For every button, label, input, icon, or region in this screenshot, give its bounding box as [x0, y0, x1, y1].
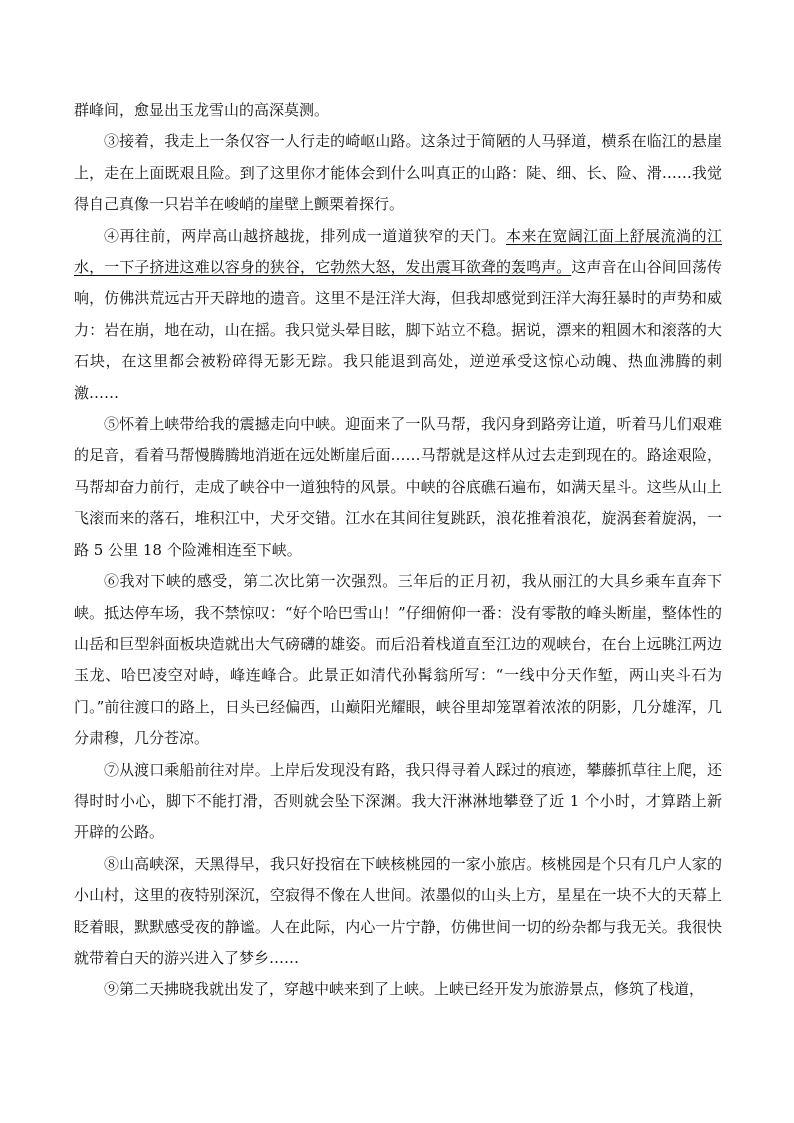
paragraph-4 [74, 221, 722, 409]
article-body [74, 95, 722, 1006]
paragraph-3: ③接着，我走上一条仅容一人行走的崎岖山路。这条过于简陋的人马驿道，横系在临江的悬崖上，走在上面既艰且险。到了这里你才能体会到什么叫真正的山路：陡、细、长、险、滑……我觉得自己真像一只岩羊在峻峭的崖壁上颤栗着探行。 [74, 132, 722, 214]
paragraph-4-rest: 这声音在山谷间回荡传响，仿佛洪荒远古开天辟地的遗音。这里不是汪洋大海，但我却感觉到汪洋大海狂暴时的声势和威力：岩在崩，地在动，山在摇。我只觉头晕目眩，脚下站立不稳。据说，漂来的粗圆木和滚落的大石块，在这里都会被粉碎得无影无踪。我只能退到高处，逆逆承受这惊心动魄、热血沸腾的刺激…… [74, 258, 722, 402]
paragraph-5: ⑤怀着上峡带给我的震撼走向中峡。迎面来了一队马帮，我闪身到路旁让道，听着马儿们艰难的足音，看着马帮慢腾腾地消逝在远处断崖后面……马帮就是这样从过去走到现在的。路途艰险，马帮却奋力前行，走成了峡谷中一道独特的风景。中峡的谷底礁石遍布，如满天星斗。这些从山上飞滚而来的落石，堆积江中，犬牙交错。江水在其间往复跳跃，浪花推着浪花，旋涡套着旋涡，一路 5 公里 18 个险滩相连至下峡。 [74, 415, 722, 559]
paragraph-4-lead: ④再往前，两岸高山越挤越拢，排列成一道道狭窄的天门。 [104, 226, 506, 245]
paragraph-continuation: 群峰间，愈显出玉龙雪山的高深莫测。 [74, 101, 330, 119]
underlined-sentence: 本来在宽阔江面上舒展流淌的江水，一下子挤进这难以容身的狭谷，它勃然大怒，发出震耳欲聋的轰鸣声。 [74, 226, 722, 277]
paragraph-6: ⑥我对下峡的感受，第二次比第一次强烈。三年后的正月初，我从丽江的大具乡乘车直奔下峡。抵达停车场，我不禁惊叹：“好个哈巴雪山！”仔细俯仰一番：没有零散的峰头断崖，整体性的山岳和巨型斜面板块造就出大气磅礴的雄姿。而后沿着栈道直至江边的观峡台，在台上远眺江两边玉龙、哈巴凌空对峙，峰连峰合。此景正如清代孙髯翁所写：“一线中分天作堑，两山夹斗石为门。”前往渡口的路上，日头已经偏西，山巅阳光耀眼，峡谷里却笼罩着浓浓的阴影，几分雄浑，几分肃穆，几分苍凉。 [74, 572, 722, 748]
paragraph-9: ⑨第二天拂晓我就出发了，穿越中峡来到了上峡。上峡已经开发为旅游景点，修筑了栈道， [104, 980, 705, 999]
paragraph-8: ⑧山高峡深，天黑得早，我只好投宿在下峡核桃园的一家小旅店。核桃园是个只有几户人家的小山村，这里的夜特别深沉，空寂得不像在人世间。浓墨似的山头上方，星星在一块不大的天幕上眨着眼，默默感受夜的静谧。人在此际，内心一片宁静，仿佛世间一切的纷杂都与我无关。我很快就带着白天的游兴进入了梦乡…… [74, 854, 722, 967]
paragraph-7: ⑦从渡口乘船前往对岸。上岸后发现没有路，我只得寻着人踩过的痕迹，攀藤抓草往上爬，还得时时小心，脚下不能打滑，否则就会坠下深渊。我大汗淋淋地攀登了近 1 个小时，才算踏上新开辟的公路。 [74, 760, 722, 842]
